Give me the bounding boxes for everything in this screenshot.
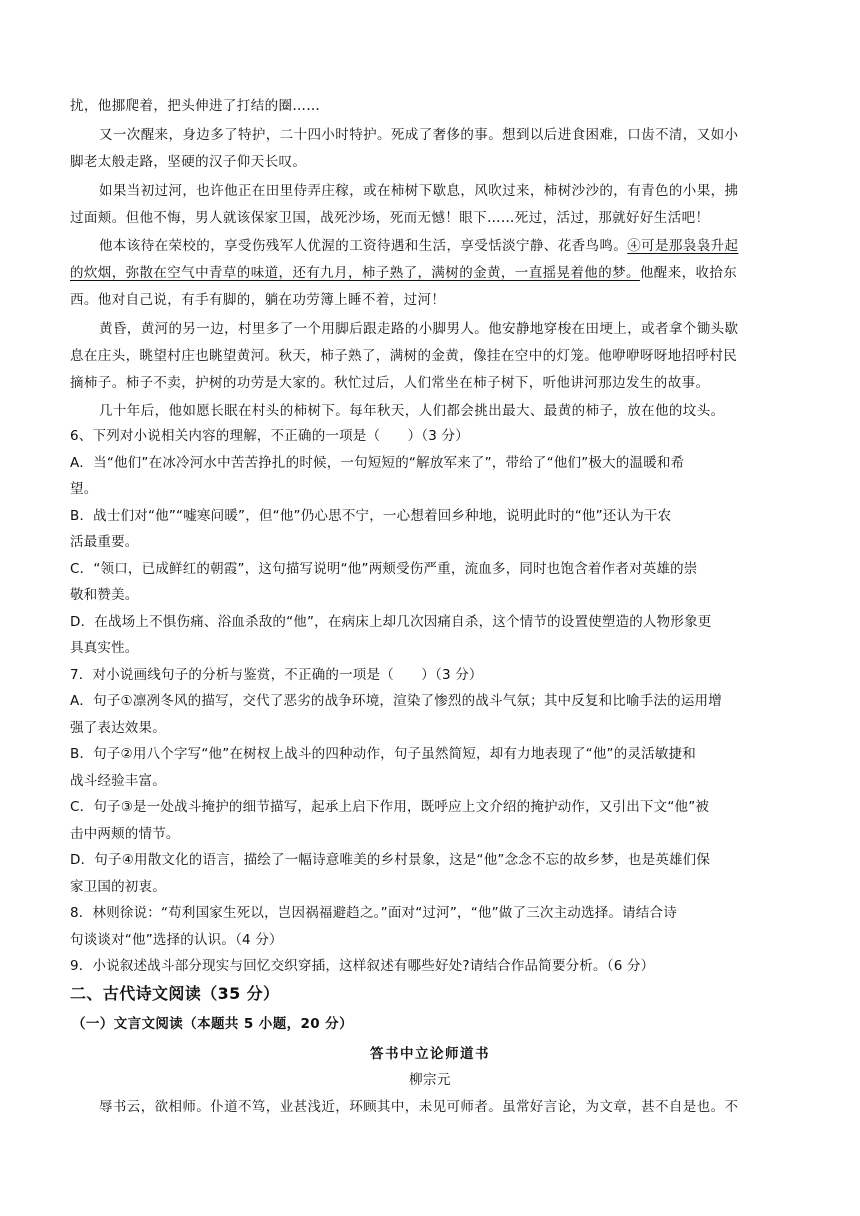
novel-text-line: 又一次醒来，身边多了特护，二十四小时特护。死成了奢侈的事。想到以后进食困难，口齿不清，又如小 <box>99 127 739 143</box>
q6-option-c-cont: 敬和赞美。 <box>70 587 139 603</box>
q7-option-a: A．句子①凛冽冬风的描写，交代了恶劣的战争环境，渲染了惨烈的战斗气氛；其中反复和比喻手法的运用增 <box>70 693 722 709</box>
q7-option-c-cont: 击中两颊的情节。 <box>70 826 180 842</box>
q6-option-b-cont: 活最重要。 <box>70 534 139 550</box>
underlined-sentence-4-cont: 的炊烟，弥散在空气中青草的味道，还有九月，柿子熟了，满树的金黄，一直摇晃着他的梦。 <box>70 265 640 281</box>
question-7: 7．对小说画线句子的分析与鉴赏，不正确的一项是（ ）（3 分） <box>70 667 483 683</box>
q6-option-a-cont: 望。 <box>70 481 98 497</box>
passage-author: 柳宗元 <box>409 1072 451 1088</box>
novel-paragraph-line <box>99 237 792 255</box>
question-9: 9．小说叙述战斗部分现实与回忆交织穿插，这样叙述有哪些好处?请结合作品简要分析。（6 分） <box>70 958 655 974</box>
novel-text: 他本该待在荣校的，享受伤残军人优渥的工资待遇和生活，享受恬淡宁静、花香鸟鸣。 <box>99 238 628 254</box>
q6-option-b: B．战士们对“他”“嘘寒问暖”，但“他”仍心思不宁，一心想着回乡种地，说明此时的“他”还认为干农 <box>70 508 672 524</box>
q6-option-d-cont: 具真实性。 <box>70 640 139 656</box>
novel-text-line: 扰，他挪爬着，把头伸进了打结的圈…… <box>70 98 321 114</box>
novel-text-line: 几十年后，他如愿长眠在村头的柿树下。每年秋天，人们都会挑出最大、最黄的柿子，放在他的坟头。 <box>99 403 725 419</box>
novel-text-line: 黄昏，黄河的另一边，村里多了一个用脚后跟走路的小脚男人。他安静地穿梭在田埂上，或者拿个锄头歇 <box>99 321 739 337</box>
subsection-heading: （一）文言文阅读（本题共 5 小题，20 分） <box>72 1016 353 1032</box>
novel-text: 他醒来，收拾东 <box>639 265 738 281</box>
novel-text-line: 息在庄头，眺望村庄也眺望黄河。秋天，柿子熟了，满树的金黄，像挂在空中的灯笼。他咿咿呀呀地招呼村民 <box>70 348 738 364</box>
question-6: 6、下列对小说相关内容的理解，不正确的一项是（ ）（3 分） <box>70 428 469 444</box>
question-8-cont: 句谈谈对“他”选择的认识。（4 分） <box>70 932 283 948</box>
novel-text-line: 西。他对自己说，有手有脚的，躺在功劳簿上睡不着，过河！ <box>70 292 446 308</box>
q6-option-c: C．“领口，已成鲜红的朝霞”，这句描写说明“他”两颊受伤严重，流血多，同时也饱含着作者对英雄的崇 <box>70 561 698 577</box>
q7-option-a-cont: 强了表达效果。 <box>70 720 166 736</box>
q7-option-b-cont: 战斗经验丰富。 <box>70 773 166 789</box>
q6-option-d: D．在战场上不惧伤痛、浴血杀敌的“他”，在病床上却几次因痛自杀，这个情节的设置使塑造的人物形象更 <box>70 614 712 630</box>
q7-option-d-cont: 家卫国的初衷。 <box>70 879 166 895</box>
q7-option-d: D．句子④用散文化的语言，描绘了一幅诗意唯美的乡村景象，这是“他”念念不忘的故乡梦，也是英雄们保 <box>70 852 711 868</box>
q7-option-c: C．句子③是一处战斗掩护的细节描写，起承上启下作用，既呼应上文介绍的掩护动作，又引出下文“他”被 <box>70 799 710 815</box>
novel-paragraph-line <box>70 264 792 282</box>
novel-text-line: 摘柿子。柿子不卖，护树的功劳是大家的。秋忙过后，人们常坐在柿子树下，听他讲河那边发生的故事。 <box>70 375 710 391</box>
section-heading: 二、古代诗文阅读（35 分） <box>70 984 280 1003</box>
question-8: 8．林则徐说：“苟利国家生死以，岂因祸福避趋之。”面对“过河”，“他”做了三次主动选择。请结合诗 <box>70 905 677 921</box>
q7-option-b: B．句子②用八个字写“他”在树杈上战斗的四种动作，句子虽然简短，却有力地表现了“他”的灵活敏捷和 <box>70 746 696 762</box>
novel-text-line: 过面颊。但他不悔，男人就该保家卫国，战死沙场，死而无憾！眼下……死过，活过，那就好好生活吧！ <box>70 210 710 226</box>
q6-option-a: A．当“他们”在冰冷河水中苦苦挣扎的时候，一句短短的“解放军来了”，带给了“他们”极大的温暖和希 <box>70 455 685 471</box>
novel-text-line: 如果当初过河，也许他正在田里侍弄庄稼，或在柿树下歇息，风吹过来，柿树沙沙的，有青色的小果，拂 <box>99 183 739 199</box>
underlined-sentence-4: ④可是那袅袅升起 <box>627 238 739 254</box>
novel-text-line: 脚老太般走路，坚硬的汉子仰天长叹。 <box>70 154 307 170</box>
passage-text-line: 辱书云，欲相师。仆道不笃，业甚浅近，环顾其中，未见可师者。虽常好言论，为文章，甚不自是也。不 <box>99 1099 739 1115</box>
passage-title: 答书中立论师道书 <box>370 1046 490 1062</box>
